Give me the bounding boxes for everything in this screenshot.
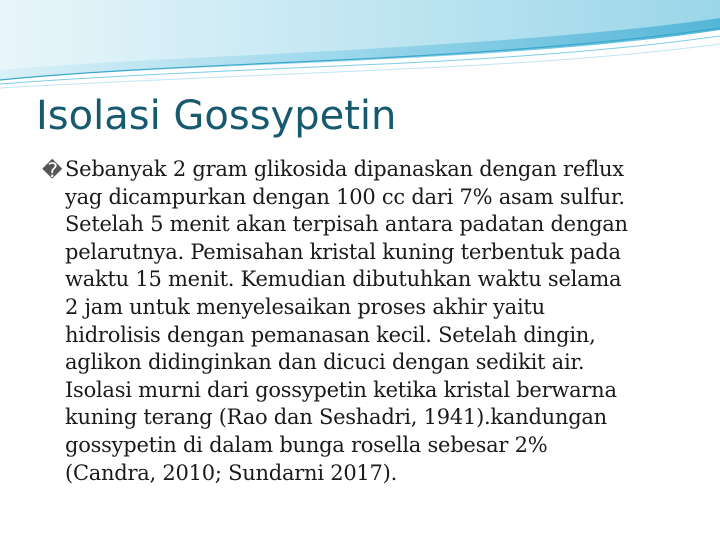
paragraph-line: (Candra, 2010; Sundarni 2017).: [65, 460, 398, 485]
decorative-wave-header: [0, 0, 720, 90]
slide-title: Isolasi Gossypetin: [36, 93, 397, 139]
paragraph-line: gossypetin di dalam bunga rosella sebesar 2%: [65, 432, 548, 457]
paragraph-line: Setelah 5 menit akan terpisah antara padatan dengan: [65, 212, 628, 237]
body-text-block: [42, 156, 702, 487]
paragraph-line: yag dicampurkan dengan 100 cc dari 7% asam sulfur.: [65, 184, 625, 209]
paragraph-line: pelarutnya. Pemisahan kristal kuning terbentuk pada: [65, 239, 621, 264]
paragraph-line: kuning terang (Rao dan Seshadri, 1941).kandungan: [65, 405, 607, 430]
paragraph-line: Sebanyak 2 gram glikosida dipanaskan dengan reflux: [65, 157, 624, 181]
paragraph-line: hidrolisis dengan pemanasan kecil. Setelah dingin,: [65, 322, 596, 347]
paragraph-line: Isolasi murni dari gossypetin ketika kristal berwarna: [65, 377, 617, 402]
paragraph-line: waktu 15 menit. Kemudian dibutuhkan waktu selama: [65, 267, 622, 292]
bullet-paragraph: [42, 156, 702, 487]
paragraph-line: aglikon didinginkan dan dicuci dengan sedikit air.: [65, 350, 585, 375]
paragraph-line: 2 jam untuk menyelesaikan proses akhir yaitu: [65, 294, 545, 319]
bullet-icon: �: [42, 158, 63, 182]
